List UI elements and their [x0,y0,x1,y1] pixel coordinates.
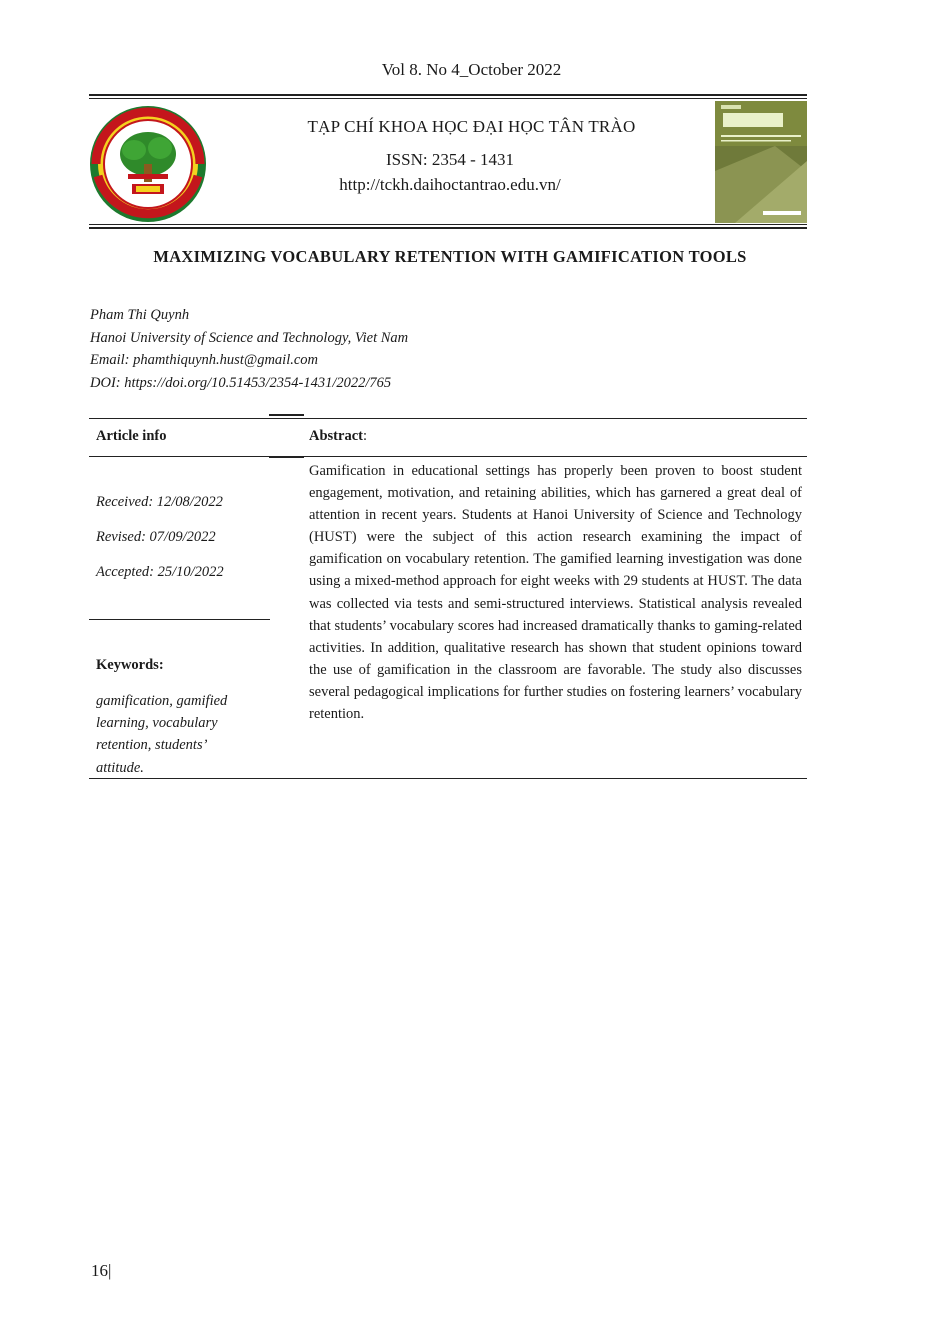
table-rule-top [89,418,807,419]
article-title: MAXIMIZING VOCABULARY RETENTION WITH GAMIFICATION TOOLS [153,247,747,266]
table-tick-header [269,456,304,458]
journal-url: http://tckh.daihoctantrao.edu.vn/ [339,175,561,194]
revised-date: Revised: 07/09/2022 [96,529,216,545]
header-rule-bottom-thin [89,224,807,225]
table-rule-header [89,456,807,457]
header-rule-top [89,94,807,96]
abstract-heading-wrap [309,428,367,445]
abstract-text: Gamification in educational settings has properly been proven to boost student engagement, motivation, and retaining abilities, which has garnered a great deal of attention in recent years. Students at Hanoi University of Science and Technology (HUST) were the subject of this action research examining the impact of gamification on vocabulary retention. The gamified learning investigation was done using a mixed-method approach for eight weeks with 29 students at HUST. The data was collected via tests and semi-structured interviews. Statistical analysis revealed that students’ vocabulary scores had increased dramatically thanks to gaming-related activities. In addition, qualitative research has shown that student opinions toward the use of gamification in the classroom are favorable. The study also discusses several pedagogical implications for further studies on fostering learners’ vocabulary retention. [309,463,802,723]
abstract-heading: Abstract [309,428,363,444]
received-date: Received: 12/08/2022 [96,494,223,510]
article-info-heading: Article info [96,428,167,444]
accepted-date: Accepted: 25/10/2022 [96,564,224,580]
header-rule-top-thin [89,98,807,99]
author-email: Email: phamthiquynh.hust@gmail.com [90,352,318,368]
keywords-list: gamification, gamified learning, vocabulary retention, students’ attitude. [96,693,228,776]
author-name: Pham Thi Quynh [90,307,190,323]
header-rule-bottom [89,227,807,229]
keywords-heading: Keywords: [96,657,164,673]
journal-name: TẠP CHÍ KHOA HỌC ĐẠI HỌC TÂN TRÀO [307,117,636,136]
volume-issue: Vol 8. No 4_October 2022 [381,60,562,79]
abstract-heading-colon: : [362,428,367,444]
author-affiliation: Hanoi University of Science and Technology, Viet Nam [90,330,409,346]
page-number: 16| [91,1261,112,1280]
issn: ISSN: 2354 - 1431 [386,150,514,169]
table-rule-dates [89,619,270,620]
article-doi[interactable]: DOI: https://doi.org/10.51453/2354-1431/2022/765 [90,375,392,391]
journal-cover-image [715,101,807,223]
table-tick-top [269,414,304,416]
